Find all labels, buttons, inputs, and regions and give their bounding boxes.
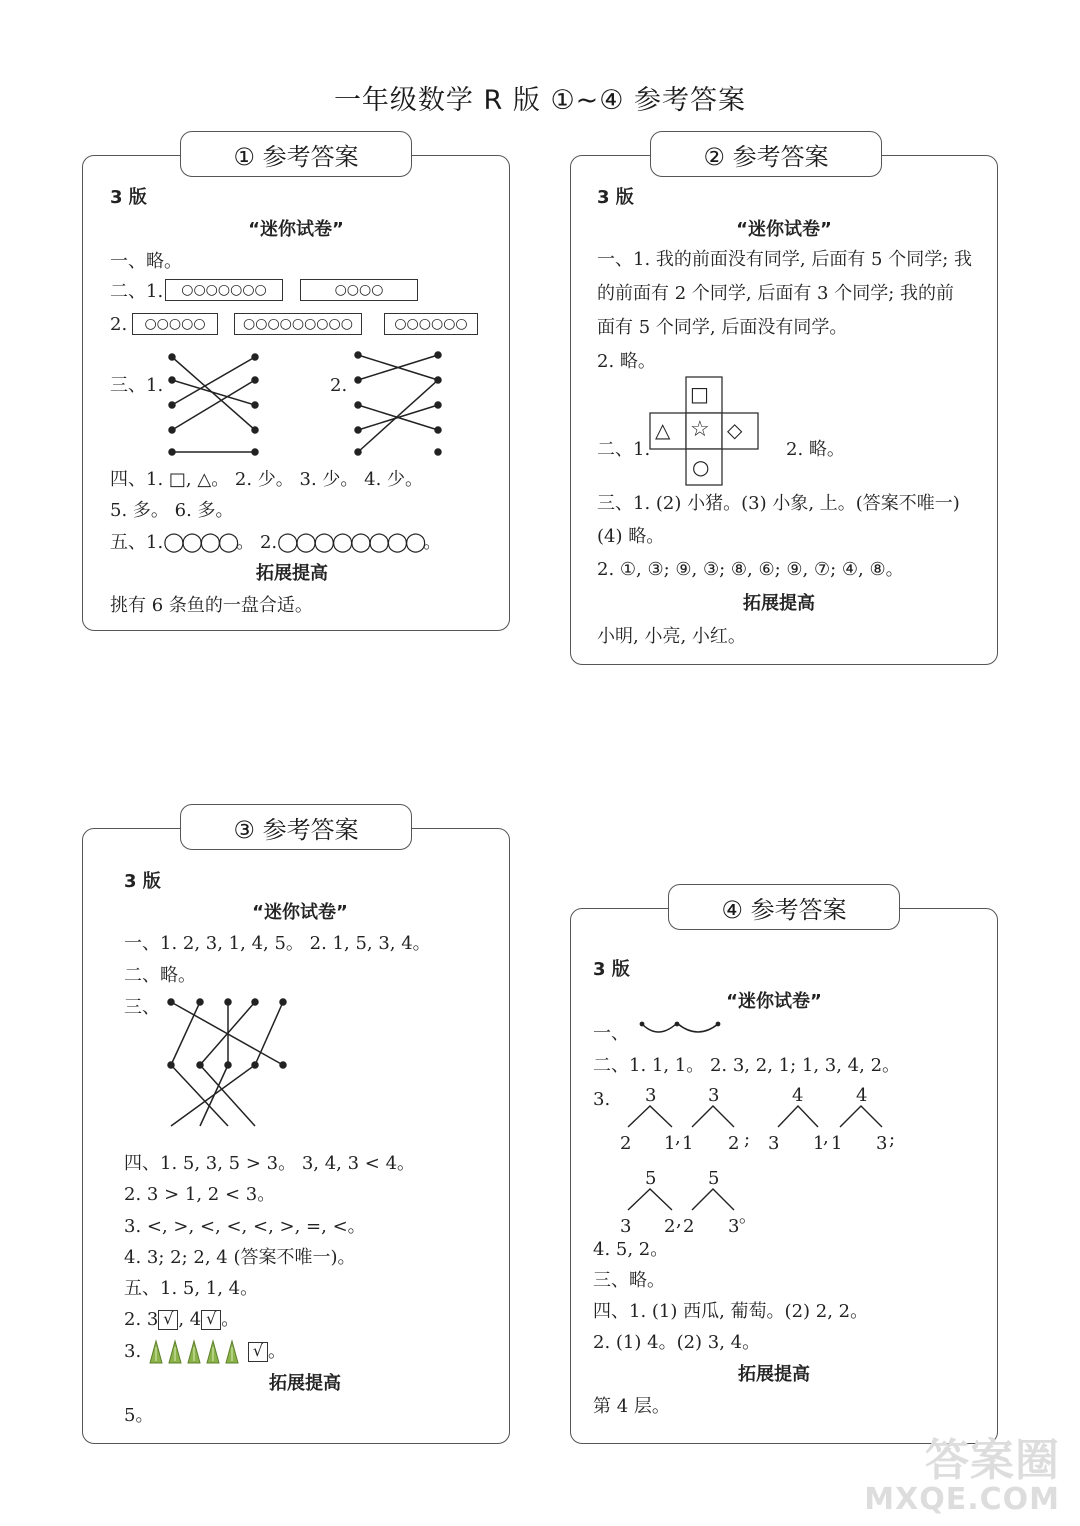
card-1-ext-answer: 挑有 6 条鱼的一盘合适。 [110,595,313,616]
card-1-line-2-label: 二、1. [110,281,164,302]
card-1-box-a [165,278,283,302]
card-1-line-6: 5. 多。 6. 多。 [110,500,234,521]
card-1-line-1: 一、略。 [110,251,182,272]
card-1-section: “迷你试卷” [248,219,344,240]
net-diamond: ◇ [727,418,743,442]
bond-6-right: 3 [728,1216,740,1237]
circle-row: ◯◯◯◯◯◯◯◯ [277,531,424,553]
card-4-section: “迷你试卷” [726,991,822,1012]
check-box: √ [201,1310,221,1330]
card-2-line-6: 三、1. (2) 小猪。(3) 小象, 上。(答案不唯一) [597,493,960,514]
card-1-ext-heading: 拓展提高 [256,563,328,584]
card-2-tab: ② 参考答案 [650,131,882,177]
watermark-line-1: 答案圈 [925,1435,1060,1486]
card-4-line-5: 三、略。 [593,1270,665,1291]
card-3-line-9-b: , 4 [178,1309,202,1330]
card-1-tab: ① 参考答案 [180,131,412,177]
card-3-line-9 [124,1308,239,1332]
card-1-box-d [234,312,362,336]
bond-2-right: 2 [728,1133,740,1154]
bond-3-right: 1 [813,1133,825,1154]
card-1-line-4-label-b: 2. [330,375,348,396]
bond-5-top: 5 [645,1168,657,1189]
card-4-edition: 3 版 [593,959,630,980]
bond-1-left: 2 [620,1133,632,1154]
card-2-ext-heading: 拓展提高 [743,593,815,614]
card-3-line-10-c: 。 [268,1341,286,1362]
card-3-line-4: 四、1. 5, 3, 5 > 3。 3, 4, 3 < 4。 [124,1153,416,1174]
card-3-edition: 3 版 [124,871,161,892]
card-4-ext-heading: 拓展提高 [738,1364,810,1385]
card-4-line-2: 二、1. 1, 1。 2. 3, 2, 1; 1, 3, 4, 2。 [593,1055,901,1076]
card-2-line-3: 面有 5 个同学, 后面没有同学。 [597,317,848,338]
bond-4-left: 1 [831,1133,843,1154]
matching-diagram-1 [160,350,270,460]
card-2-line-5-b: 2. 略。 [786,439,845,460]
circle-box: ○○○○○ [132,313,218,335]
card-4-line-4: 4. 5, 2。 [593,1239,669,1260]
circle-box: ○○○○○○ [384,313,478,335]
bond-2-left: 1 [682,1133,694,1154]
bond-1-top: 3 [645,1085,657,1106]
matching-diagram-2 [350,350,460,460]
net-square: □ [690,382,709,406]
card-3-line-3: 三、 [124,997,160,1018]
bamboo-shoots-icon [146,1337,246,1365]
card-2-ext-answer: 小明, 小亮, 小红。 [597,626,746,647]
card-3-section: “迷你试卷” [252,902,348,923]
circle-box: ○○○○ [300,279,418,301]
circle-box: ○○○○○○○ [165,279,283,301]
bond-sep: ; [889,1129,896,1150]
card-1-edition: 3 版 [110,187,147,208]
card-4-line-7: 2. (1) 4。(2) 3, 4。 [593,1332,761,1353]
bond-5-right: 2 [664,1216,676,1237]
bond-6-left: 2 [683,1216,695,1237]
card-2-line-8: 2. ①, ③; ⑨, ③; ⑧, ⑥; ⑨, ⑦; ④, ⑧。 [597,559,904,580]
watermark-line-2: MXQE.COM [864,1482,1060,1517]
card-1-box-e [384,312,478,336]
bond-2-top: 3 [708,1085,720,1106]
card-3-line-10-b [248,1340,286,1364]
bond-4-top: 4 [856,1085,868,1106]
card-1-line-2 [110,280,163,304]
check-box: √ [248,1342,268,1362]
bond-sep: , [676,1210,682,1231]
card-1-line-7 [110,530,441,555]
circle-row: ◯◯◯◯ [163,531,237,553]
card-3-ext-answer: 5。 [124,1405,154,1426]
card-4-line-1: 一、 [593,1023,629,1044]
card-4-ext-answer: 第 4 层。 [593,1396,670,1417]
bond-3-top: 4 [792,1085,804,1106]
net-star: ☆ [690,417,710,442]
net-triangle: △ [655,418,671,442]
card-2-line-1: 一、1. 我的前面没有同学, 后面有 5 个同学; 我 [597,249,973,270]
card-1-line-7-c: 。 [423,532,442,553]
card-1-line-7-a: 五、1. [110,532,164,553]
card-3-line-1: 一、1. 2, 3, 1, 4, 5。 2. 1, 5, 3, 4。 [124,933,431,954]
card-3-line-10-a: 3. [124,1341,142,1362]
card-1-line-7-b: 。 2. [236,532,278,553]
watermark [864,1435,1060,1517]
card-2-section: “迷你试卷” [736,219,832,240]
card-3-line-9-c: 。 [221,1309,240,1330]
card-3-tab: ③ 参考答案 [180,804,412,850]
bond-sep: , [675,1127,681,1148]
bond-sep: ; [744,1129,751,1150]
card-1-box-c [132,312,218,336]
card-1-line-4-label: 三、1. [110,375,164,396]
card-3-line-7: 4. 3; 2; 2, 4 (答案不唯一)。 [124,1247,356,1268]
card-3-line-6: 3. <, >, <, <, <, >, =, <。 [124,1216,366,1237]
bond-6-top: 5 [708,1168,720,1189]
card-4-line-6: 四、1. (1) 西瓜, 葡萄。(2) 2, 2。 [593,1301,869,1322]
card-3-line-8: 五、1. 5, 1, 4。 [124,1278,259,1299]
card-3-line-5: 2. 3 > 1, 2 < 3。 [124,1184,276,1205]
card-3-line-9-a: 2. 3 [124,1309,159,1330]
page-title: 一年级数学 R 版 ①~④ 参考答案 [333,85,747,116]
hop-arcs [636,1018,726,1040]
card-1-box-b [300,278,418,302]
bond-1-right: 1 [664,1133,676,1154]
bond-end: 。 [739,1206,757,1227]
card-4-line-3: 3. [593,1089,611,1110]
card-2-edition: 3 版 [597,187,634,208]
circle-box: ○○○○○○○○○ [234,313,362,335]
card-3-line-2: 二、略。 [124,965,196,986]
card-3-ext-heading: 拓展提高 [269,1373,341,1394]
card-2-line-2: 的前面有 2 个同学, 后面有 3 个同学; 我的前 [597,283,955,304]
matching-diagram-3 [165,995,295,1135]
card-1-line-3-label: 2. [110,314,128,335]
card-2-line-4: 2. 略。 [597,351,656,372]
bond-5-left: 3 [620,1216,632,1237]
bond-sep: , [823,1127,829,1148]
net-circle: ○ [692,455,710,479]
card-2-line-7: (4) 略。 [597,526,665,547]
bond-3-left: 3 [768,1133,780,1154]
card-1-line-5: 四、1. □, △。 2. 少。 3. 少。 4. 少。 [110,469,424,490]
check-box: √ [158,1310,178,1330]
bond-4-right: 3 [876,1133,888,1154]
card-4-tab: ④ 参考答案 [668,884,900,930]
card-2-line-5-a: 二、1. [597,439,651,460]
